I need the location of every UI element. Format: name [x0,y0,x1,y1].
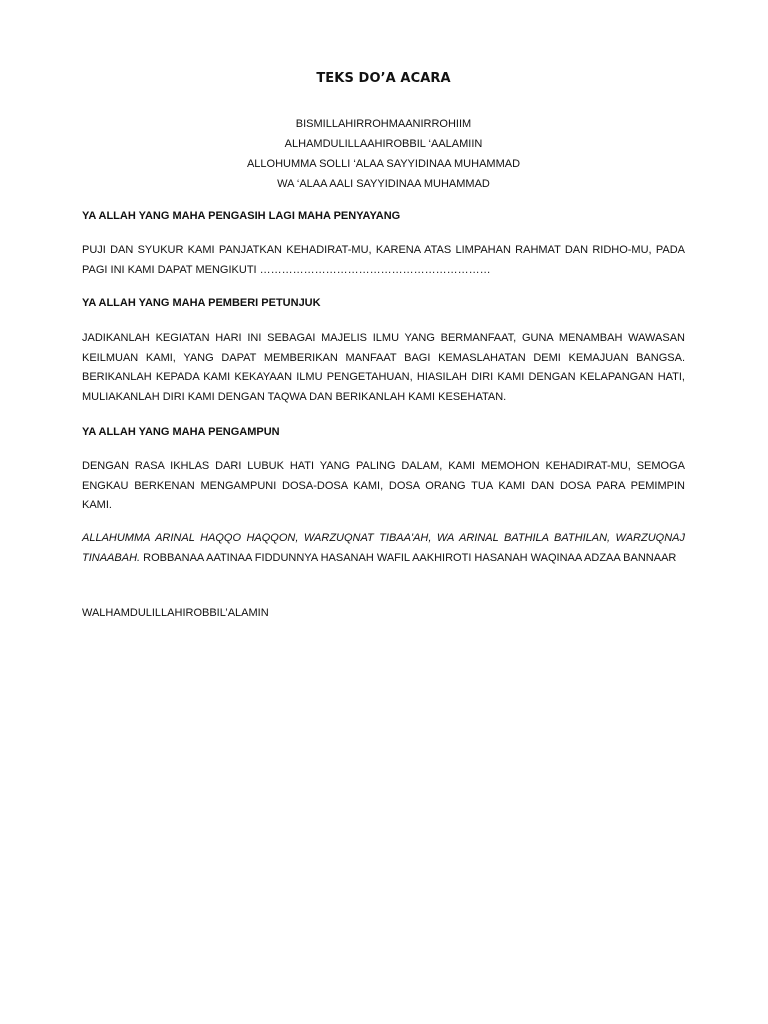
opening-line: WA ‘ALAA AALI SAYYIDINAA MUHAMMAD [277,178,490,190]
section-paragraph: PUJI DAN SYUKUR KAMI PANJATKAN KEHADIRAT-MU, KARENA ATAS LIMPAHAN RAHMAT DAN RIDHO-MU, PADA PAGI INI KAMI DAPAT MENGIKUTI ……………………………………………………… [82,244,685,276]
section-paragraph: JADIKANLAH KEGIATAN HARI INI SEBAGAI MAJELIS ILMU YANG BERMANFAAT, GUNA MENAMBAH WAWASAN KEILMUAN KAMI, YANG DAPAT MEMBERIKAN MANFAAT BAGI KEMASLAHATAN DEMI KEMAJUAN BANGSA. BERIKANLAH KEPADA KAMI KEKAYAAN ILMU PENGETAHUAN, HIASILAH DIRI KAMI DENGAN KELAPANGAN HATI, MULIAKANLAH DIRI KAMI DENGAN TAQWA DAN BERIKANLAH KAMI KESEHATAN. [82,332,685,403]
section-paragraph: DENGAN RASA IKHLAS DARI LUBUK HATI YANG PALING DALAM, KAMI MEMOHON KEHADIRAT-MU, SEMOGA ENGKAU BERKENAN MENGAMPUNI DOSA-DOSA KAMI, DOSA ORANG TUA KAMI DAN DOSA PARA PEMIMPIN KAMI. [82,460,685,511]
final-prayer [82,529,685,568]
final-prayer-regular: ROBBANAA AATINAA FIDDUNNYA HASANAH WAFIL AAKHIROTI HASANAH WAQINAA ADZAA BANNAAR [140,551,677,564]
opening-line: BISMILLAHIRROHMAANIRROHIIM [295,118,472,130]
opening-line: ALLOHUMMA SOLLI ‘ALAA SAYYIDINAA MUHAMMAD [246,158,521,170]
opening-line: ALHAMDULILLAAHIROBBIL ‘AALAMIIN [284,138,483,150]
section-heading: YA ALLAH YANG MAHA PENGASIH LAGI MAHA PENYAYANG [82,210,401,222]
final-prayer-arabic-italic: ALLAHUMMA ARINAL HAQQO HAQQON, WARZUQNAT TIBAA'AH, WA ARINAL BATHILA BATHILAN, WARZUQNAJ TINAABAH. [82,532,685,564]
section-heading: YA ALLAH YANG MAHA PENGAMPUN [82,426,280,438]
section-heading: YA ALLAH YANG MAHA PEMBERI PETUNJUK [82,297,321,309]
document-title: TEKS DO’A ACARA [316,71,451,86]
opening-invocation [82,114,685,194]
closing-line: WALHAMDULILLAHIROBBIL’ALAMIN [82,607,269,619]
